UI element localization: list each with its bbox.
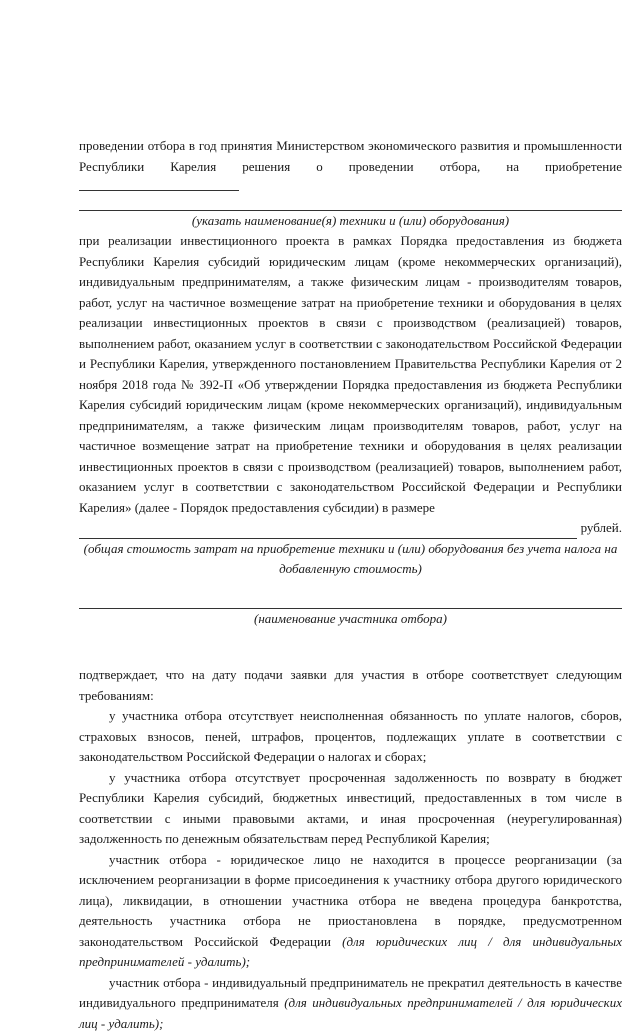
top-margin: [79, 0, 622, 136]
requirement-item: [79, 850, 622, 973]
equipment-blank-line[interactable]: [79, 198, 622, 211]
amount-blank[interactable]: [79, 524, 577, 539]
requirement-text: участник отбора - индивидуальный предприниматель не прекратил деятельность в качестве индивидуального предпринимателя: [79, 975, 622, 1011]
investment-paragraph: при реализации инвестиционного проекта в рамках Порядка предоставления из бюджета Республики Карелия субсидий юридическим лицам (кроме некоммерческих организаций), индивидуальным предпринимателям, а также физическим лицам - производителям товаров, работ, услуг на частичное возмещение затрат на приобретение техники и оборудования в целях реализации инвестиционных проектов в связи с производством (реализацией) товаров, выполнением работ, оказанием услуг в соответствии с законодательством Российской Федерации и Республики Карелия, утвержденного постановлением Правительства Республики Карелия от 2 ноября 2018 года № 392-П «Об утверждении Порядка предоставления из бюджета Республики Карелия субсидий юридическим лицам (кроме некоммерческих организаций), индивидуальным предпринимателям, а также физическим лицам производителям товаров, работ, услуг на частичное возмещение затрат на приобретение техники и оборудования в целях реализации инвестиционных проектов в связи с производством (реализацией) товаров, выполнением работ, оказанием услуг в соответствии с законодательством Российской Федерации и Республики Карелия» (далее - Порядок предоставления субсидии) в размере: [79, 231, 622, 518]
equipment-blank-inline[interactable]: [79, 178, 239, 191]
requirement-item: [79, 706, 622, 768]
document-page: [79, 0, 622, 1034]
requirement-text: у участника отбора отсутствует неисполненная обязанность по уплате налогов, сборов, страховых взносов, пеней, штрафов, процентов, подлежащих уплате в соответствии с законодательством Российской Федерации о налогах и сборах;: [79, 708, 622, 764]
equipment-hint: (указать наименование(я) техники и (или) оборудования): [79, 211, 622, 232]
requirement-text: участник отбора - юридическое лицо не находится в процессе реорганизации (за исключением реорганизации в форме присоединения к участнику отбора другого юридического лица), ликвидации, в отношении участника отбора не введена процедура банкротства, деятельность участника отбора не приостановлена в порядке, предусмотренном законодательством Российской Федерации: [79, 852, 622, 949]
cost-hint: (общая стоимость затрат на приобретение техники и (или) оборудования без учета налога на добавленную стоимость): [79, 539, 622, 580]
requirement-note: (для юридических лиц / для индивидуальных предпринимателей - удалить);: [79, 934, 622, 970]
spacer: [79, 629, 622, 665]
participant-blank-line[interactable]: [79, 596, 622, 609]
spacer: [79, 580, 622, 596]
amount-unit: рублей.: [581, 518, 622, 539]
requirement-text: у участника отбора отсутствует просроченная задолженность по возврату в бюджет Республики Карелия субсидий, бюджетных инвестиций, предоставленных в том числе в соответствии с иными правовыми актами, и иная просроченная (неурегулированная) задолженность по денежным обязательствам перед Республикой Карелия;: [79, 770, 622, 847]
confirms-paragraph: подтверждает, что на дату подачи заявки для участия в отборе соответствует следующим требованиям:: [79, 665, 622, 706]
participant-hint: (наименование участника отбора): [79, 609, 622, 630]
requirement-item: [79, 768, 622, 850]
requirement-note: (для индивидуальных предпринимателей / для юридических лиц - удалить);: [79, 995, 622, 1031]
intro-text: проведении отбора в год принятия Министерством экономического развития и промышленности Республики Карелия решения о проведении отбора, на приобретение: [79, 138, 622, 174]
intro-paragraph: [79, 136, 622, 198]
amount-line: [79, 518, 622, 539]
requirement-item: [79, 973, 622, 1034]
